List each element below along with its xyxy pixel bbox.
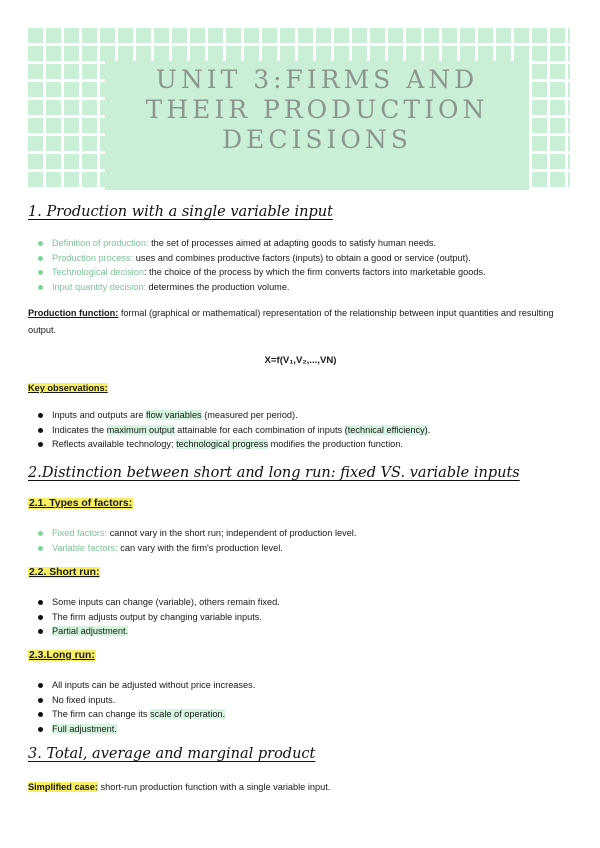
section-heading-2: 2.Distinction between short and long run: fixed VS. variable inputs [28, 465, 520, 481]
title-banner [28, 28, 570, 190]
list-item: Production process: uses and combines productive factors (inputs) to obtain a good or service (output). [38, 251, 486, 266]
list-item: Some inputs can change (variable), others remain fixed. [38, 595, 280, 610]
list-item: Definition of production: the set of processes aimed at adapting goods to satisfy human needs. [38, 236, 486, 251]
subheading-long-run: 2.3.Long run: [29, 650, 95, 661]
list-item: Reflects available technology; technological progress modifies the production function. [38, 437, 430, 452]
list-item: All inputs can be adjusted without price increases. [38, 678, 255, 693]
subheading-short-run: 2.2. Short run: [29, 567, 100, 578]
list-item: Technological decision: the choice of the process by which the firm converts factors into marketable goods. [38, 265, 486, 280]
list-item: Partial adjustment. [38, 624, 280, 639]
production-function-paragraph: Production function: formal (graphical or mathematical) representation of the relationship between input quantities and resulting output. [28, 308, 554, 335]
list-item: Fixed factors: cannot vary in the short run; independent of production level. [38, 526, 356, 541]
section-heading-3: 3. Total, average and marginal product [28, 746, 316, 762]
simplified-case-paragraph: Simplified case: short-run production function with a single variable input. [28, 782, 331, 792]
list-item: Indicates the maximum output attainable for each combination of inputs (technical efficiency). [38, 423, 430, 438]
list-item: The firm can change its scale of operation. [38, 707, 255, 722]
list-item: Input quantity decision: determines the production volume. [38, 280, 486, 295]
production-definitions-list [38, 236, 486, 294]
production-function-formula: X=f(V₁,V₂,...,VN) [264, 355, 337, 366]
key-observations-list [38, 408, 430, 452]
factors-list [38, 526, 356, 555]
list-item: Variable factors: can vary with the firm's production level. [38, 541, 356, 556]
short-run-list [38, 595, 280, 639]
list-item: No fixed inputs. [38, 693, 255, 708]
list-item: Inputs and outputs are flow variables (measured per period). [38, 408, 430, 423]
unit-title: UNIT 3:FIRMS AND THEIR PRODUCTION DECISIONS [145, 65, 489, 154]
list-item: Full adjustment. [38, 722, 255, 737]
key-observations-label: Key observations: [28, 383, 108, 393]
subheading-types-of-factors: 2.1. Types of factors: [29, 498, 133, 509]
section-heading-1: 1. Production with a single variable input [28, 204, 333, 220]
long-run-list [38, 678, 255, 736]
list-item: The firm adjusts output by changing variable inputs. [38, 610, 280, 625]
banner-title-box [105, 61, 529, 190]
